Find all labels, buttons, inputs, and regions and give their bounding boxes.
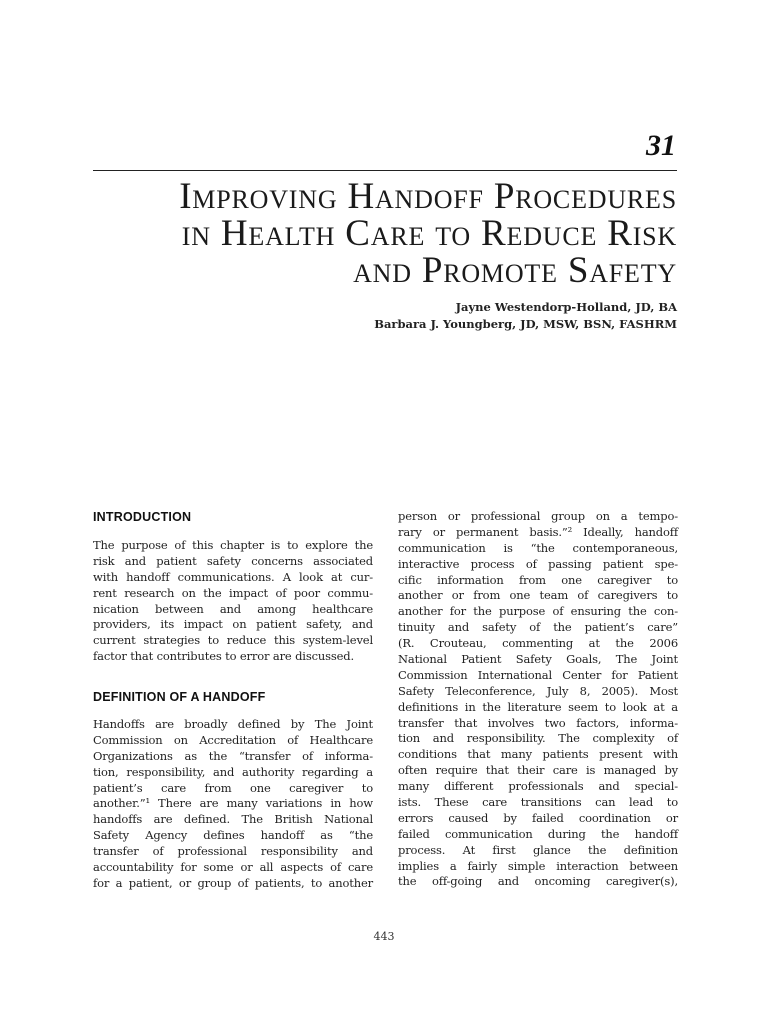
text-line: risk and patient safety concerns associated <box>93 553 373 568</box>
text-line: another or from one team of caregivers to <box>398 588 678 603</box>
text-line: conditions that many patients present with <box>398 747 678 762</box>
text-line: tion and responsibility. The complexity of <box>398 731 678 746</box>
text-line: rary or permanent basis.”² Ideally, handoff <box>398 524 678 539</box>
text-line: interactive process of passing patient spe- <box>398 556 678 571</box>
text-line: tinuity and safety of the patient’s care” <box>398 620 678 635</box>
text-line: communication is “the contemporaneous, <box>398 540 678 555</box>
text-line: another.”¹ There are many variations in how <box>93 796 373 811</box>
text-line: Handoffs are broadly defined by The Joint <box>93 717 373 731</box>
title-line: Improving Handoff Procedures <box>179 176 677 217</box>
text-line: The purpose of this chapter is to explore the <box>93 538 373 552</box>
text-line: for a patient, or group of patients, to another <box>93 875 373 890</box>
title-rule <box>93 170 677 171</box>
text-line: Organizations as the “transfer of informa- <box>93 748 373 763</box>
text-line: Commission on Accreditation of Healthcare <box>93 732 373 747</box>
text-line: providers, its impact on patient safety, and <box>93 617 373 632</box>
chapter-title <box>93 178 677 289</box>
text-line: errors caused by failed coordination or <box>398 810 678 825</box>
text-line: nication between and among healthcare <box>93 601 373 616</box>
text-line: many different professionals and special- <box>398 779 678 794</box>
text-line: the off-going and oncoming caregiver(s), <box>398 874 678 889</box>
chapter-number: 31 <box>646 129 676 162</box>
text-line: patient’s care from one caregiver to <box>93 780 373 795</box>
text-line: ists. These care transitions can lead to <box>398 795 678 810</box>
author-list <box>300 299 677 333</box>
text-line: implies a fairly simple interaction between <box>398 858 678 873</box>
text-line: accountability for some or all aspects of care <box>93 860 373 875</box>
text-line: Safety Agency defines handoff as “the <box>93 828 373 843</box>
text-line: transfer of professional responsibility and <box>93 844 373 859</box>
text-line: rent research on the impact of poor commu- <box>93 585 373 600</box>
text-line: current strategies to reduce this system-level <box>93 633 373 648</box>
text-line: National Patient Safety Goals, The Joint <box>398 652 678 667</box>
text-line: tion, responsibility, and authority regarding a <box>93 764 373 779</box>
text-line: often require that their care is managed by <box>398 763 678 778</box>
page-number: 443 <box>373 930 395 943</box>
text-line: (R. Crouteau, commenting at the 2006 <box>398 636 678 651</box>
text-line: with handoff communications. A look at cur- <box>93 569 373 584</box>
author: Jayne Westendorp-Holland, JD, BA <box>455 300 677 314</box>
heading-introduction: INTRODUCTION <box>93 510 192 524</box>
text-line: failed communication during the handoff <box>398 826 678 841</box>
paragraph-right-column <box>398 509 678 890</box>
text-line: factor that contributes to error are discussed. <box>93 649 354 664</box>
paragraph-definition <box>93 717 373 892</box>
text-line: transfer that involves two factors, informa- <box>398 715 678 730</box>
text-line: another for the purpose of ensuring the con- <box>398 604 678 619</box>
paragraph-introduction <box>93 538 373 665</box>
text-line: person or professional group on a tempo- <box>398 509 678 523</box>
title-line: in Health Care to Reduce Risk <box>181 213 677 254</box>
text-line: definitions in the literature seem to look at a <box>398 699 678 714</box>
text-line: handoffs are defined. The British National <box>93 812 373 827</box>
text-line: Safety Teleconference, July 8, 2005). Most <box>398 683 678 698</box>
text-line: cific information from one caregiver to <box>398 572 678 587</box>
text-line: Commission International Center for Patient <box>398 667 678 682</box>
title-line: and Promote Safety <box>353 250 677 291</box>
heading-definition: DEFINITION OF A HANDOFF <box>93 690 266 704</box>
text-line: process. At first glance the definition <box>398 842 678 857</box>
author: Barbara J. Youngberg, JD, MSW, BSN, FASHRM <box>374 317 677 331</box>
